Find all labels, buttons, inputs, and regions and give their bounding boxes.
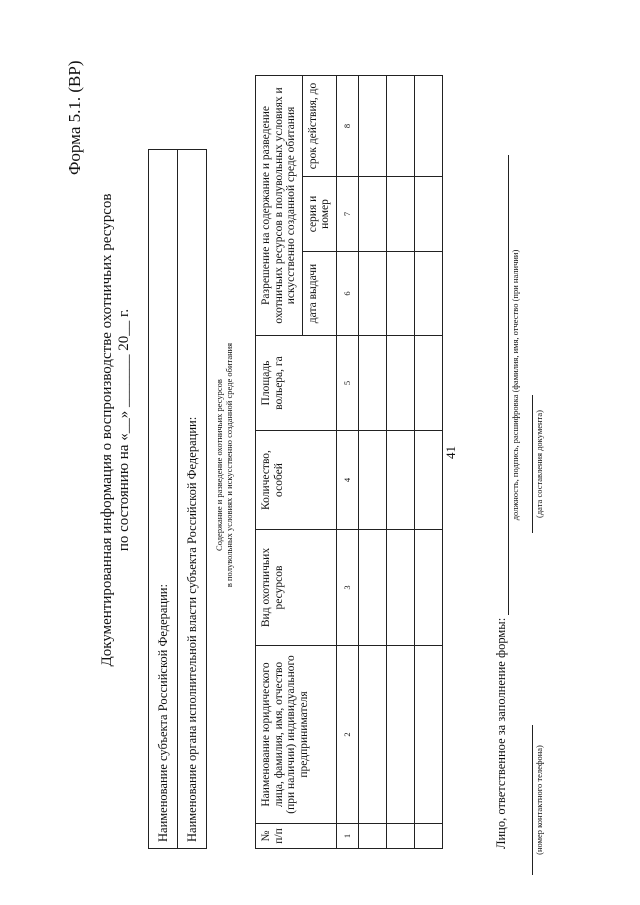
- table-cell[interactable]: [386, 177, 414, 252]
- table-cell[interactable]: [386, 75, 414, 176]
- table-cell[interactable]: [358, 252, 386, 336]
- header-quantity: Количество, особей: [256, 431, 337, 530]
- table-row: [414, 75, 442, 848]
- column-number-1: 1: [336, 824, 358, 849]
- table-cell[interactable]: [358, 431, 386, 530]
- column-number-5: 5: [336, 336, 358, 431]
- table-cell[interactable]: [414, 252, 442, 336]
- column-number-8: 8: [336, 75, 358, 176]
- table-caption-line2: в полувольных условиях и искусственно созданной среде обитания: [224, 342, 234, 588]
- header-validity: срок действия, до: [302, 75, 336, 176]
- header-species: Вид охотничьих ресурсов: [256, 530, 337, 646]
- table-cell[interactable]: [358, 530, 386, 646]
- header-series-number: серия и номер: [302, 177, 336, 252]
- subject-row: [149, 150, 178, 849]
- document-title-line2: по состоянию на «__» _______ 20__ г.: [116, 308, 132, 552]
- table-cell[interactable]: [358, 75, 386, 176]
- document-title: [99, 105, 133, 755]
- column-number-4: 4: [336, 431, 358, 530]
- column-number-row: [336, 75, 358, 848]
- main-table: [255, 75, 443, 849]
- subject-label: Наименование субъекта Российской Федерации:: [149, 150, 178, 849]
- table-cell[interactable]: [414, 646, 442, 824]
- table-cell[interactable]: [386, 252, 414, 336]
- phone-line[interactable]: [532, 725, 533, 875]
- header-permit: Разрешение на содержание и разведение охотничьих ресурсов в полувольных условиях и искусственно созданной среде обитания: [256, 75, 303, 335]
- form-code: Форма 5.1. (ВР): [65, 60, 84, 175]
- table-cell[interactable]: [386, 431, 414, 530]
- column-number-2: 2: [336, 646, 358, 824]
- header-no: № п/п: [256, 824, 337, 849]
- table-caption-line1: Содержание и разведение охотничьих ресурсов: [214, 379, 224, 551]
- table-cell[interactable]: [386, 646, 414, 824]
- authority-row: [178, 150, 207, 849]
- page-number: 41: [443, 446, 458, 459]
- table-cell[interactable]: [414, 75, 442, 176]
- date-line[interactable]: [532, 395, 533, 533]
- table-cell[interactable]: [358, 336, 386, 431]
- header-area: Площадь вольера, га: [256, 336, 337, 431]
- table-cell[interactable]: [414, 824, 442, 849]
- table-cell[interactable]: [386, 530, 414, 646]
- table-row: [358, 75, 386, 848]
- signature-caption: должность, подпись, расшифровка (фамилия, имя, отчество (при наличии): [510, 249, 520, 521]
- table-cell[interactable]: [358, 177, 386, 252]
- document-title-line1: Документированная информация о воспроизводстве охотничьих ресурсов: [99, 193, 115, 667]
- header-row-1: [256, 75, 303, 848]
- table-cell[interactable]: [414, 431, 442, 530]
- header-issue-date: дата выдачи: [302, 252, 336, 336]
- table-cell[interactable]: [386, 824, 414, 849]
- table-cell[interactable]: [358, 646, 386, 824]
- empty-rows: [358, 75, 442, 848]
- table-caption: [214, 245, 234, 685]
- subject-table: [148, 149, 207, 849]
- table-row: [386, 75, 414, 848]
- column-number-6: 6: [336, 252, 358, 336]
- header-name: Наименование юридического лица, фамилия, имя, отчество (при наличии) индивидуального предпринимателя: [256, 646, 337, 824]
- authority-label: Наименование органа исполнительной власти субъекта Российской Федерации:: [178, 150, 207, 849]
- column-number-3: 3: [336, 530, 358, 646]
- table-cell[interactable]: [358, 824, 386, 849]
- table-cell[interactable]: [414, 336, 442, 431]
- date-caption: (дата составления документа): [534, 410, 544, 518]
- table-cell[interactable]: [414, 530, 442, 646]
- column-number-7: 7: [336, 177, 358, 252]
- signature-line[interactable]: [508, 155, 509, 615]
- table-cell[interactable]: [414, 177, 442, 252]
- table-cell[interactable]: [386, 336, 414, 431]
- responsible-label: Лицо, ответственное за заполнение формы:: [494, 617, 508, 849]
- phone-caption: (номер контактного телефона): [534, 745, 544, 855]
